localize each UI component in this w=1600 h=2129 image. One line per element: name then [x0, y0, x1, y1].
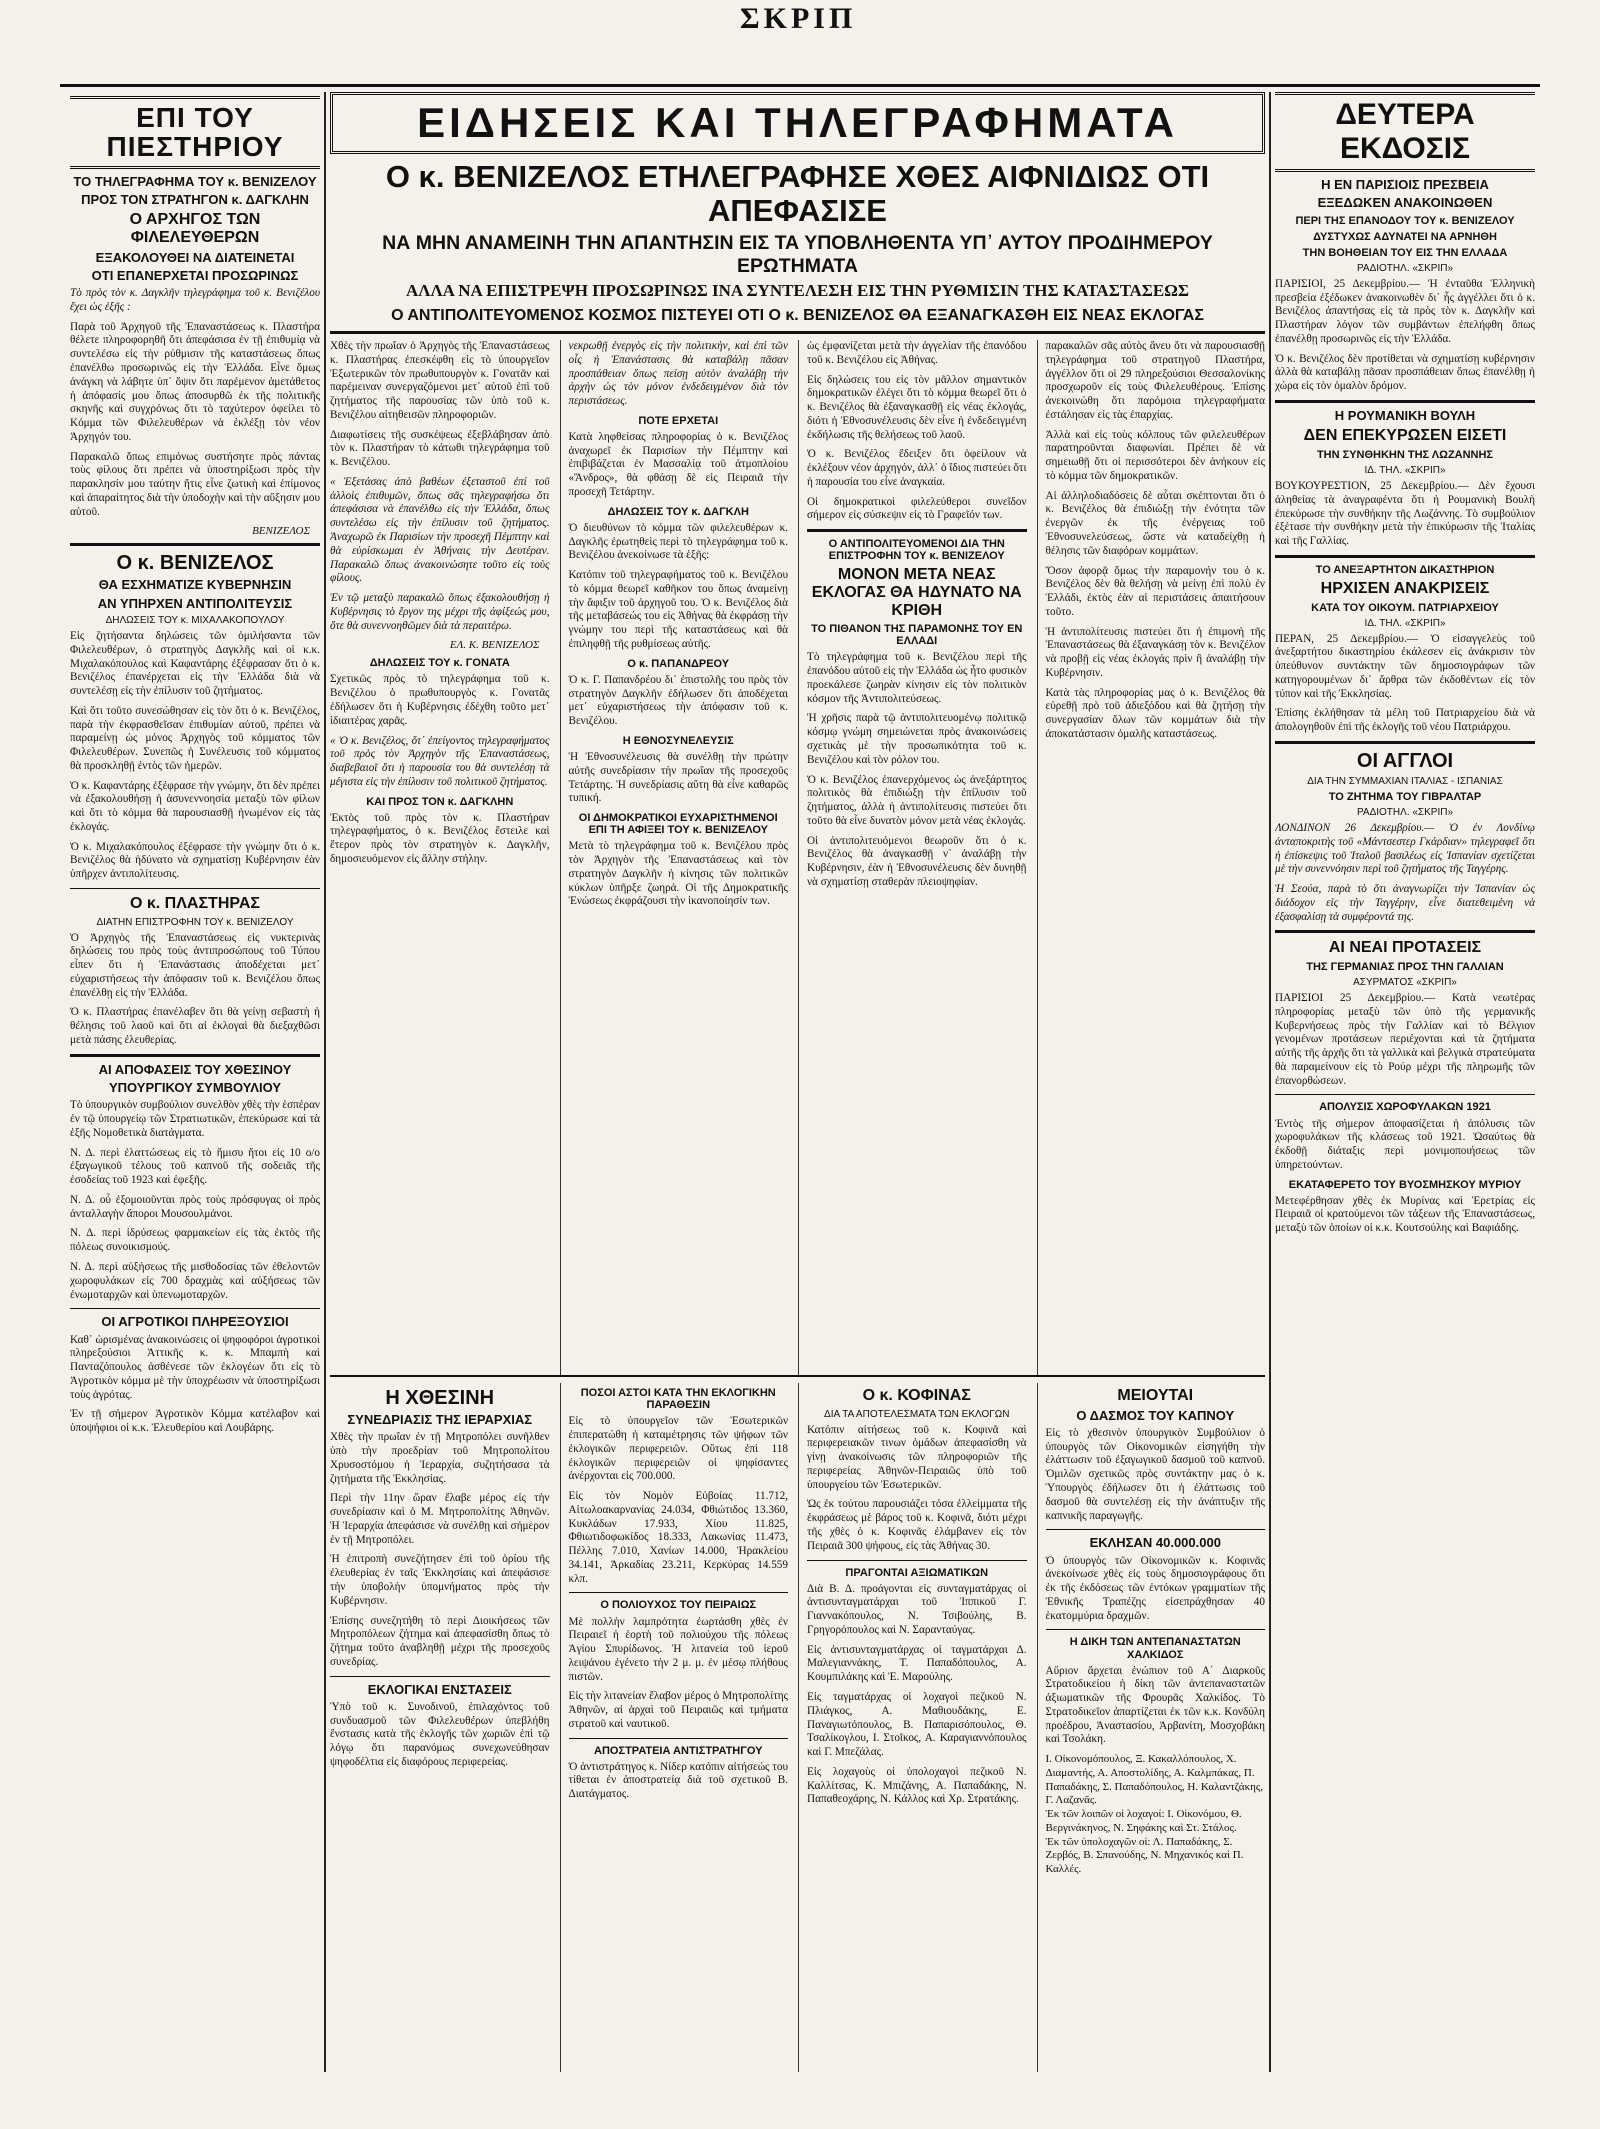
- article-paragraph: Αἱ ἀλληλοδιαδόσεις δὲ αὗται σκέπτονται ὅτι ὁ κ. Βενιζέλος θὰ ἐπιδιώξῃ τὴν ἐνότητα τῶν ἐνεργῶν ἐκ τῆς ἐνέργειας τοῦ Ἐθνοσυνελεύσεως, ὥστε νὰ καταδείχθῃ ἡ θέλησις τῶν διαφόρων κομμάτων.: [1045, 489, 1265, 557]
- article-headline: ΔΥΣΤΥΧΩΣ ΑΔΥΝΑΤΕΙ ΝΑ ΑΡΝΗΘΗ: [1313, 230, 1497, 243]
- main-column: [330, 92, 1265, 2072]
- article-headline: Η ΔΙΚΗ ΤΩΝ ΑΝΤΕΠΑΝΑΣΤΑΤΩΝ ΧΑΛΚΙΔΟΣ: [1069, 1636, 1241, 1661]
- article-signature: ΕΛ. Κ. ΒΕΝΙΖΕΛΟΣ: [449, 639, 540, 652]
- article-subheading: Ο κ. ΠΑΠΑΝΔΡΕΟΥ: [627, 657, 730, 670]
- article-paragraph: ΠΕΡΑΝ, 25 Δεκεμβρίου.— Ὁ εἰσαγγελεὺς τοῦ ἀνεξαρτήτου δικαστηρίου ἐκάλεσεν εἰς ἀνάκρισιν τὸν ὑπεύθυνον συντάκτην τῶν δημοσιογράφων τῶν κατηγορουμένων δι᾽ ἄρθρα τῶν ἐκδοθέντων εἰς τὸν τύπον καὶ τῆς Ἐκκλησίας.: [1275, 632, 1535, 700]
- article-paragraph: « Ἐξετάσας ἀπὸ βαθέων ἐξεταστοῦ ἐπί τοῦ ἀλλοὶς ἐπιθυμῶν, ὅπως σᾶς τηλεγραφήσω ὅτι ἀπεφάσισα νὰ ἐπανέλθω εἰς τὴν Ἑλλάδα, ὅπως συντελέσω εἰς τὴν ἐπίλυσιν τοῦ ζητήματος. Ἀναχωρῶ ἐκ Παρισίων τὴν προσεχῆ Πέμπτην καὶ θὰ εὑρίσκωμαι ἐν Ἀθήναις τὴν Δευτέραν. Παρακαλῶ ὅπως ἀνακοινώσητε τοῦτο εἰς τοὺς φίλους.: [330, 475, 550, 585]
- article-paragraph: Διὰ Β. Δ. προάγονται εἰς συνταγματάρχας οἱ ἀντισυνταγματάρχαι τοῦ Ἱππικοῦ Γ. Γιαννακόπουλος, Ν. Τσιβούλης, Β. Γρηγορόπουλος καὶ Ν. Σαρανταύγας.: [807, 1582, 1027, 1636]
- right-column: [1275, 92, 1535, 2072]
- article-intro: Τὸ πρὸς τὸν κ. Δαγκλῆν τηλεγράφημα τοῦ κ. Βενιζέλου ἔχει ὡς ἑξῆς :: [70, 287, 320, 313]
- divider: [70, 1308, 320, 1309]
- article-headline: ΕΚΛΗΣΑΝ 40.000.000: [1089, 1535, 1221, 1551]
- article-paragraph: Ὁ κ. Πλαστήρας ἐπανέλαβεν ὅτι θὰ γείνῃ σεβαστὴ ἡ θέλησις τοῦ λαοῦ καὶ ὅτι αἱ ἐκλογαὶ θὰ διεξαχθῶσι μετὰ πάσης ἐλευθερίας.: [70, 1006, 320, 1046]
- article-source: ΡΑΔΙΟΤΗΛ. «ΣΚΡΙΠ»: [1356, 807, 1454, 819]
- article-headline: Η ΡΟΥΜΑΝΙΚΗ ΒΟΥΛΗ: [1334, 408, 1476, 423]
- article-headline: ΥΠΟΥΡΓΙΚΟΥ ΣΥΜΒΟΥΛΙΟΥ: [108, 1080, 282, 1096]
- divider: [569, 1738, 789, 1739]
- lower-col-1: [330, 1383, 550, 2072]
- article-subheading: ΔΗΛΩΣΕΙΣ ΤΟΥ κ. ΜΙΧΑΛΑΚΟΠΟΥΛΟΥ: [105, 615, 285, 626]
- article-headline: ΟΤΙ ΕΠΑΝΕΡΧΕΤΑΙ ΠΡΟΣΩΡΙΝΩΣ: [91, 267, 299, 283]
- article-headline: ΗΡΧΙΣΕΝ ΑΝΑΚΡΙΣΕΙΣ: [1320, 579, 1490, 597]
- article-paragraph: ὡς ἐμφανίζεται μετὰ τὴν ἀγγελίαν τῆς ἐπανόδου τοῦ κ. Βενιζέλου εἰς Ἀθήνας.: [807, 340, 1027, 366]
- main-article-columns: [330, 340, 1265, 1375]
- article-paragraph: Ὁ κ. Βενιζέλος ἔδειξεν ὅτι ὀφείλουν νὰ ἐκλέξουν νέον ἀρχηγόν, ἀλλ᾽ ὁ ἴδιος πιστεύει ὅτι ἡ παρουσία του εἶνε ἀναγκαία.: [807, 448, 1027, 488]
- divider: [70, 543, 320, 546]
- article-subheading: ΠΟΤΕ ΕΡΧΕΤΑΙ: [638, 414, 719, 427]
- article-headline: ΟΙ ΑΓΡΟΤΙΚΟΙ ΠΛΗΡΕΞΟΥΣΙΟΙ: [101, 1314, 289, 1330]
- article-headline: Ο ΔΑΣΜΟΣ ΤΟΥ ΚΑΠΝΟΥ: [1076, 1407, 1235, 1423]
- main-headline-3: ΑΛΛΑ ΝΑ ΕΠΙΣΤΡΕΨΗ ΠΡΟΣΩΡΙΝΩΣ ΙΝΑ ΣΥΝΤΕΛΕΣΗ ΕΙΣ ΤΗΝ ΡΥΘΜΙΣΙΝ ΤΗΣ ΚΑΤΑΣΤΑΣΕΩΣ: [406, 281, 1189, 301]
- newspaper-name: ΣΚΡΙΠ: [740, 2, 857, 35]
- article-paragraph: Εἰς τὸν Νομὸν Εὐβοίας 11.712, Αἰτωλοακαρνανίας 24.034, Φθιώτιδος 13.360, Κυκλάδων 17.933, Χίου 11.825, Φθιωτιδοφωκίδος 18.333, Λακωνίας 11.473, Πέλλης 7.010, Χανίων 14.000, Ἡρακλείου 34.141, Ἀρκαδίας 23.211, Κερκύρας 14.559 κλπ.: [568, 1490, 788, 1585]
- column-divider: [324, 92, 326, 2072]
- article-paragraph: Καὶ ὅτι τοῦτο συνεσώθησαν εἰς τὸν ὅτι ὁ κ. Βενιζέλος, παρὰ τὴν ἐκφρασθεῖσαν ἐπιθυμίαν αὐτοῦ, πρέπει νὰ παραμείνῃ ὡς μόνος Ἀρχηγὸς τοῦ κόμματος τῶν Φιλελευθέρων. Συνεπῶς ἡ Συνέλευσις τοῦ κόμματος θὰ προσκληθῇ ἐντὸς τῶν ἡμερῶν.: [70, 704, 320, 772]
- article-headline: ΘΑ ΕΣΧΗΜΑΤΙΖΕ ΚΥΒΕΡΝΗΣΙΝ: [98, 577, 292, 593]
- divider: [1275, 400, 1535, 403]
- divider: [569, 1592, 789, 1593]
- article-paragraph: Κατόπιν τοῦ τηλεγραφήματος τοῦ κ. Βενιζέλου τὸ κόμμα θεωρεῖ καθῆκον του ὅπως ἀναμείνῃ τὴν ἄφιξιν τοῦ ἀρχηγοῦ του. Ὁ κ. Βενιζέλος διὰ τῆς μεταβάσεώς του εἰς Ἀθήνας θὰ ἐκφράσῃ τὴν γνώμην του περὶ τῆς καταστάσεως καὶ θὰ ἐπιληφθῇ τῆς ρυθμίσεως αὐτῆς.: [568, 569, 788, 650]
- article-headline: ΜΟΝΟΝ ΜΕΤΑ ΝΕΑΣ ΕΚΛΟΓΑΣ ΘΑ ΗΔΥΝΑΤΟ ΝΑ ΚΡΙΘΗ: [811, 566, 1022, 619]
- article-paragraph: Ἡ ἀντιπολίτευσις πιστεύει ὅτι ἡ ἐπιμονὴ τῆς Ἐπαναστάσεως θὰ ἐξαναγκάσῃ τὸν κ. Βενιζέλον νὰ προβῇ εἰς νέας ἐκλογάς πρὶν ἢ ἀναλάβῃ τὴν Κυβέρνησιν.: [1045, 625, 1265, 679]
- main-article-col-3: [798, 340, 1027, 1375]
- article-subheading: ΔΙΑ ΤΑ ΑΠΟΤΕΛΕΣΜΑΤΑ ΤΩΝ ΕΚΛΟΓΩΝ: [824, 1408, 1010, 1420]
- article-headline: ΤΟ ΤΗΛΕΓΡΑΦΗΜΑ ΤΟΥ κ. ΒΕΝΙΖΕΛΟΥ: [73, 173, 317, 189]
- article-headline: Η ΧΘΕΣΙΝΗ: [385, 1387, 495, 1410]
- divider: [1275, 930, 1535, 933]
- article-paragraph: Οἱ ἀντιπολιτευόμενοι θεωροῦν ὅτι ὁ κ. Βενιζέλος θὰ ἀναγκασθῇ ν᾽ ἀναλάβῃ τὴν Κυβέρνησιν, ἐὰν ἡ Ἐθνοσυνέλευσις δὲν δυνηθῇ νὰ σχηματίσῃ σταθερὰν πλειοψηφίαν.: [807, 834, 1027, 888]
- article-subheading: ΔΙΑ ΤΗΝ ΣΥΜΜΑΧΙΑΝ ΙΤΑΛΙΑΣ - ΙΣΠΑΝΙΑΣ: [1307, 775, 1503, 787]
- article-subheading: ΤΟ ΠΙΘΑΝΟΝ ΤΗΣ ΠΑΡΑΜΟΝΗΣ ΤΟΥ ΕΝ ΕΛΛΑΔΙ: [811, 623, 1023, 648]
- main-headline-4: Ο ΑΝΤΙΠΟΛΙΤΕΥΟΜΕΝΟΣ ΚΟΣΜΟΣ ΠΙΣΤΕΥΕΙ ΟΤΙ Ο κ. ΒΕΝΙΖΕΛΟΣ ΘΑ ΕΞΑΝΑΓΚΑΣΘΗ ΕΙΣ ΝΕΑΣ ΕΚΛΟΓΑΣ: [391, 307, 1204, 325]
- main-article-col-2: [560, 340, 789, 1375]
- article-paragraph: Ἡ Σεούα, παρὰ τὸ ὅτι ἀναγνωρίζει τὴν Ἰσπανίαν ὡς διάδοχον εἰς τὴν Ταγγέρην, εἶνε διατεθειμένη νὰ ἐξασφαλίσῃ τὰ συμφέροντά της.: [1275, 883, 1535, 923]
- article-headline: ΠΡΑΓΟΝΤΑΙ ΑΞΙΩΜΑΤΙΚΩΝ: [845, 1566, 989, 1579]
- article-paragraph: Σχετικῶς πρὸς τὸ τηλεγράφημα τοῦ κ. Βενιζέλου ὁ πρωθυπουργὸς κ. Γονατᾶς ἐδήλωσεν ὅτι ἡ Κυβέρνησις ἐδέχθη τοῦτο μετ᾽ ἰδιαιτέρας χαρᾶς.: [330, 673, 550, 727]
- article-headline: ΤΟ ΑΝΕΞΑΡΤΗΤΟΝ ΔΙΚΑΣΤΗΡΙΟΝ: [1315, 563, 1495, 576]
- article-headline: ΜΕΙΟΥΤΑΙ: [1117, 1387, 1194, 1405]
- article-headline: ΠΕΡΙ ΤΗΣ ΕΠΑΝΟΔΟΥ ΤΟΥ κ. ΒΕΝΙΖΕΛΟΥ: [1295, 214, 1515, 227]
- article-paragraph: Ὁ διευθύνων τὸ κόμμα τῶν φιλελευθέρων κ. Δαγκλῆς ἐρωτηθεὶς περὶ τὸ τηλεγράφημα τοῦ κ. Βενιζέλου ἀνεκοίνωσε τὰ ἑξῆς:: [568, 521, 788, 562]
- article-paragraph: Τὸ ὑπουργικὸν συμβούλιον συνελθὸν χθὲς τὴν ἑσπέραν ἐν τῷ ὑπουργείῳ τῶν Στρατιωτικῶν, ἐπεκύρωσε καὶ τὰ ἑξῆς Νομοθετικὰ διατάγματα.: [70, 1099, 320, 1139]
- article-paragraph: Ὅσον ἀφορᾷ ὅμως τὴν παραμονήν του ὁ κ. Βενιζέλος δὲν θὰ θελήσῃ νὰ μείνῃ ἐπὶ πολὺ ἐν Ἑλλάδι, ἐκτὸς ἐὰν αἱ περιστάσεις ἀπαιτήσουν τοῦτο.: [1045, 564, 1265, 618]
- article-paragraph: Ἀλλὰ καὶ εἰς τοὺς κόλπους τῶν φιλελευθέρων παρατηροῦνται διαφωνίαι. Πρέπει δὲ νὰ σημειωθῇ ὅτι οἱ περισσότεροι δὲν ἀνήκουν εἰς τὸ κόμμα τῶν δημοκρατικῶν.: [1045, 428, 1265, 482]
- lower-news-columns: [330, 1375, 1265, 2072]
- lower-col-2: [560, 1383, 789, 2072]
- article-paragraph: ΛΟΝΔΙΝΟΝ 26 Δεκεμβρίου.— Ὁ ἐν Λονδίνῳ ἀνταποκριτὴς τοῦ «Μάντσεστερ Γκάρδιαν» τηλεγραφεῖ ὅτι ἡ ἐπίσκεψις τοῦ Ἰταλοῦ βασιλέως εἰς Ἰσπανίαν σχετίζεται μὲ τὴν συνεννόησιν περὶ τοῦ ζητήματος τῆς Ταγγέρης.: [1275, 822, 1535, 876]
- article-paragraph: Εἰς ἀντισυνταγματάρχας οἱ ταγματάρχαι Δ. Μαλεγιαννάκης, Τ. Παπαδόπουλος, Α. Κουμπιλάκης καὶ Ἐ. Μαρούλης.: [807, 1643, 1027, 1684]
- article-headline: ΕΚΛΟΓΙΚΑΙ ΕΝΣΤΑΣΕΙΣ: [367, 1681, 512, 1697]
- article-paragraph: Ν. Δ. οὗ ἐξομοιοῦνται πρὸς τοὺς πρόσφυγας οἱ πρὸς ἀνταλλαγὴν ἄποροι Μουσουλμάνοι.: [70, 1193, 320, 1220]
- article-paragraph: Παρὰ τοῦ Ἀρχηγοῦ τῆς Ἐπαναστάσεως κ. Πλαστήρα θέλετε πληροφορηθῆ ὅτι ἀπεφάσισα ἐν τῇ ἐπιθυμίᾳ νὰ συντελέσω εἰς τὴν ρύθμισιν τῆς καταστάσεως ὅπως ἐπανέλθω προσωρινῶς εἰς τὴν Ἑλλάδα. Εἶνε ὅμως ἀνάγκη νὰ λάβητε ὑπ᾽ ὄψιν ὅτι παρέμενον ἀμετάθετος ἡ ἀπόφασίς μου ὅπως ἀποσυρθῶ ἐκ τῆς πολιτικῆς σκηνῆς καὶ συγχρόνως ὅτι τὸ ταχύτερον ὀφείλει τὸ Κόμμα τῶν Φιλελευθέρων νὰ ἐκλέξῃ τὸν νέον Ἀρχηγόν του.: [70, 320, 320, 443]
- article-paragraph: Ν. Δ. περὶ ἱδρύσεως φαρμακείων εἰς τὰς ἐκτὸς τῆς πόλεως συνοικισμούς.: [70, 1227, 320, 1254]
- article-paragraph: Μετὰ τὸ τηλεγράφημα τοῦ κ. Βενιζέλου πρὸς τὸν Ἀρχηγὸν τῆς Ἐπαναστάσεως καὶ τὸν στρατηγὸν Δαγκλῆν ἡ κίνησις τῶν πολιτικῶν κύκλων ὑπῆρξε ζωηρά. Οἱ τῆς Δημοκρατικῆς Ἑνώσεως ἐκφράζουσι τὴν ἱκανοποίησίν των.: [568, 840, 788, 908]
- list-item: Ἐκ τῶν λοιπῶν οἱ λοχαγοί: Ι. Οἰκονόμου, Θ. Βεργινάκηνος, Ν. Σηφάκης καὶ Στ. Στάλος.: [1045, 1808, 1242, 1834]
- article-source: ΙΔ. ΤΗΛ. «ΣΚΡΙΠ»: [1364, 617, 1446, 629]
- article-headline: ΑΠΟΛΥΣΙΣ ΧΩΡΟΦΥΛΑΚΩΝ 1921: [1319, 1101, 1491, 1114]
- article-headline: ΚΑΤΑ ΤΟΥ ΟΙΚΟΥΜ. ΠΑΤΡΙΑΡΧΕΙΟΥ: [1311, 601, 1499, 614]
- article-paragraph: Ἡ Ἐθνοσυνέλευσις θὰ συνέλθῃ τὴν πρώτην αὐτῆς συνεδρίασιν τὴν πρωΐαν τῆς προσεχοῦς Τετάρτης. Ἡ συνεδρίασις αὕτη θὰ εἶνε καθαρῶς τυπική.: [568, 751, 788, 805]
- article-headline: Ο ΠΟΛΙΟΥΧΟΣ ΤΟΥ ΠΕΙΡΑΙΩΣ: [600, 1599, 757, 1612]
- article-paragraph: Ὁ κ. Μιχαλακόπουλος ἐξέφρασε τὴν γνώμην ὅτι ὁ κ. Βενιζέλος θὰ ἠδύνατο νὰ σχηματίσῃ Κυβέρνησιν ἐὰν ὑπῆρχεν ἀντιπολίτευσις.: [70, 840, 320, 881]
- article-paragraph: Κατὰ τὰς πληροφορίας μας ὁ κ. Βενιζέλος θὰ εὑρεθῇ πρὸ τοῦ ἀδιεξόδου καὶ θὰ ζητήσῃ τὴν συνεργασίαν ὅλων τῶν κομμάτων διὰ τὴν ἀποκατάστασιν ὁμαλῆς καταστάσεως.: [1045, 686, 1265, 740]
- divider: [1275, 1094, 1535, 1095]
- article-paragraph: Ἐκτὸς τοῦ πρὸς τὸν κ. Πλαστήραν τηλεγραφήματος, ὁ κ. Βενιζέλος ἔστειλε καὶ ἕτερον πρὸς τὸν στρατηγὸν κ. Δαγκλῆν, δημοσιευόμενον εἰς ἄλλην στήλην.: [330, 811, 550, 865]
- masthead-rule: [60, 84, 1540, 87]
- article-headline: Η ΕΝ ΠΑΡΙΣΙΟΙΣ ΠΡΕΣΒΕΙΑ: [1321, 177, 1489, 192]
- article-subheading: ΟΙ ΔΗΜΟΚΡΑΤΙΚΟΙ ΕΥΧΑΡΙΣΤΗΜΕΝΟΙ ΕΠΙ ΤΗ ΑΦΙΞΕΙ ΤΟΥ κ. ΒΕΝΙΖΕΛΟΥ: [578, 812, 778, 837]
- divider: [807, 529, 1027, 532]
- article-headline: ΠΟΣΟΙ ΑΣΤΟΙ ΚΑΤΑ ΤΗΝ ΕΚΛΟΓΙΚΗΝ ΠΑΡΑΘΕΣΙΝ: [580, 1387, 776, 1412]
- article-paragraph: Εἰς ζητήσαντα δηλώσεις τῶν ὁμιλήσαντα τῶν Φιλελευθέρων, ὁ στρατηγὸς Δαγκλῆς καὶ οἱ κ.κ. Μιχαλακόπουλος καὶ Καφαντάρης ἐξέφρασαν ὅτι ὁ κ. Βενιζέλος ἐπανέρχεται εἰς τὴν Ἑλλάδα διὰ νὰ συντελέσῃ εἰς τὴν ἐπίλυσιν τοῦ ζητήματος.: [70, 630, 320, 698]
- article-subheading: ΚΑΙ ΠΡΟΣ ΤΟΝ κ. ΔΑΓΚΛΗΝ: [366, 795, 514, 808]
- article-paragraph: Μετεφέρθησαν χθὲς ἐκ Μυρίνας καὶ Ἐρετρίας εἰς Πειραιᾶ οἱ κρατούμενοι τῶν τάξεων τῆς Ἐπαναστάσεως, μεταξὺ τῶν ὁποίων οἱ κ.κ. Κουτσούλης καὶ Βαφιάδης.: [1275, 1194, 1535, 1235]
- article-headline: ΑΙ ΝΕΑΙ ΠΡΟΤΑΣΕΙΣ: [1328, 939, 1482, 957]
- article-headline: ΣΥΝΕΔΡΙΑΣΙΣ ΤΗΣ ΙΕΡΑΡΧΙΑΣ: [347, 1412, 533, 1428]
- lower-col-3: [798, 1383, 1027, 2072]
- article-headline: ΑΠΟΣΤΡΑΤΕΙΑ ΑΝΤΙΣΤΡΑΤΗΓΟΥ: [594, 1744, 763, 1757]
- article-headline: ΕΚΑΤΑΦΕΡΕΤΟ ΤΟΥ ΒΥΟΣΜΗΣΚΟΥ ΜΥΡΙΟΥ: [1288, 1178, 1522, 1191]
- article-paragraph: παρακαλῶν σᾶς αὐτὸς ἄνευ ὅτι νὰ παρουσιασθῇ τηλεγράφημα τοῦ στρατηγοῦ Πλαστήρα, ἀγγέλλον ὅτι οἱ 29 πληρεξούσιοι Θεσσαλονίκης προσχωροῦν εἰς τοὺς Φιλελευθέρους. Ἐπίσης ἀνεκοινώθη ὅτι παρόμοια τηλεγραφήματα ἐστάλησαν εἰς τὰς ἐπαρχίας.: [1045, 340, 1265, 421]
- column-divider: [1269, 92, 1271, 2072]
- article-paragraph: Εἰς τὴν λιτανείαν ἔλαβον μέρος ὁ Μητροπολίτης Ἀθηνῶν, αἱ ἀρχαὶ τοῦ Πειραιῶς καὶ τμήματα στρατοῦ καὶ ναυτικοῦ.: [568, 1690, 788, 1730]
- main-headline-2: ΝΑ ΜΗΝ ΑΝΑΜΕΙΝΗ ΤΗΝ ΑΠΑΝΤΗΣΙΝ ΕΙΣ ΤΑ ΥΠΟΒΛΗΘΕΝΤΑ ΥΠ᾽ ΑΥΤΟΥ ΠΡΟΔΙΗΜΕΡΟΥ ΕΡΩΤΗΜΑΤΑ: [382, 232, 1213, 277]
- article-headline: ΤΗΣ ΓΕΡΜΑΝΙΑΣ ΠΡΟΣ ΤΗΝ ΓΑΛΛΙΑΝ: [1306, 961, 1504, 973]
- article-paragraph: Εἰς δηλώσεις του εἰς τὸν μᾶλλον σημαντικὸν δημοκρατικῶν ἐλέγει ὅτι τὸ κόμμα θεωρεῖ ὅτι ὁ κ. Βενιζέλος θὰ ἐξαναγκασθῇ εἰς νέας ἐκλογάς, διότι ἡ Ἐθνοσυνέλευσις δὲν εἶνε ἡ ἐνδεδειγμένη ἐκδήλωσις τῆς θελήσεως τοῦ λαοῦ.: [807, 373, 1027, 441]
- article-subheading: ΔΙΑΤΗΝ ΕΠΙΣΤΡΟΦΗΝ ΤΟΥ κ. ΒΕΝΙΖΕΛΟΥ: [96, 916, 294, 928]
- article-source: ΑΣΥΡΜΑΤΟΣ «ΣΚΡΙΠ»: [1353, 977, 1457, 989]
- article-paragraph: Ἐν τῷ μεταξὺ παρακαλῶ ὅπως ἐξακολουθήσῃ ἡ Κυβέρνησις τὸ ἔργον της μέχρι τῆς ἀφίξεώς μου, ὅτε θὰ συνεννοηθῶμεν διὰ τὰ περαιτέρω.: [330, 592, 550, 632]
- main-banner-title: ΕΙΔΗΣΕΙΣ ΚΑΙ ΤΗΛΕΓΡΑΦΗΜΑΤΑ: [417, 99, 1178, 146]
- article-paragraph: Ὁ κ. Γ. Παπανδρέου δι᾽ ἐπιστολῆς του πρὸς τὸν στρατηγὸν Δαγκλῆν ἐδήλωσεν ὅτι ἀποδέχεται μετ᾽ εὐχαριστήσεως τὴν ἀπόφασιν τοῦ κ. Βενιζέλου.: [568, 673, 788, 728]
- article-paragraph: Ἐπίσης ἐκλήθησαν τὰ μέλη τοῦ Πατριαρχείου διὰ νὰ ἀπολογηθοῦν ἐπὶ τῆς ἐκλογῆς τοῦ νέου Πατριάρχου.: [1275, 707, 1535, 734]
- article-paragraph: Αὔριον ἄρχεται ἐνώπιον τοῦ Α΄ Διαρκοῦς Στρατοδικείου ἡ δίκη τῶν ἀντεπαναστατῶν ἀξιωματικῶν τῆς Φρουρᾶς Χαλκίδος. Τὸ Στρατοδικεῖον ἀπαρτίζεται ἐκ τῶν κ.κ. Κονδύλη προέδρου, Ἀναστασίου, Ἀρβανίτη, Μοσχοβάκη καὶ Τσολάκη.: [1045, 1664, 1265, 1746]
- article-paragraph: Διαφωτίσεις τῆς συσκέψεως ἐξεβλάβησαν ἀπὸ τὸν κ. Πλαστήραν τὸ κάτωθι τηλεγράφημα τοῦ κ. Βενιζέλου.: [330, 428, 550, 469]
- left-section-banner: ΕΠΙ ΤΟΥ ΠΙΕΣΤΗΡΙΟΥ: [70, 96, 320, 169]
- article-paragraph: Ὁ Ἀρχηγὸς τῆς Ἐπαναστάσεως εἰς νυκτερινὰς δηλώσεις του πρὸς τοὺς ἀντιπροσώπους τοῦ Τύπου εἶπεν ὅτι ἡ Ἐπανάστασις ἀποδέχεται μετ᾽ εὐχαριστήσεως τὴν ἀπόφασιν τοῦ κ. Βενιζέλου ὅπως ἐπανέλθῃ εἰς τὴν Ἑλλάδα.: [70, 931, 320, 999]
- article-paragraph: Ἐπίσης συνεζητήθη τὸ περὶ Διοικήσεως τῶν Μητροπόλεων ζήτημα καὶ ἀπεφασίσθη ὅπως τὸ ζήτημα τοῦτο ἀναβληθῇ μέχρι τῆς προσεχοῦς συνεδρίας.: [330, 1614, 550, 1668]
- article-headline: Ο κ. ΠΛΑΣΤΗΡΑΣ: [129, 895, 261, 913]
- article-paragraph: Οἱ δημοκρατικοὶ φιλελεύθεροι συνεῖδον σήμερον εἰς σύσκεψιν εἰς τὸ Γραφεῖόν των.: [807, 495, 1027, 522]
- article-paragraph: Κατόπιν αἰτήσεως τοῦ κ. Κοφινᾶ καὶ περιφερειακῶν τινων ὁμάδων ἀπεφασίσθη νὰ γίνῃ ἀνακοίνωσις τῶν πληροφοριῶν τῆς περιφερείας Ἀθηνῶν-Πειραιῶς ὑπὸ τοῦ ὑπουργείου τῶν Ἐσωτερικῶν.: [807, 1423, 1027, 1491]
- lower-col-4: [1037, 1383, 1266, 2072]
- article-subheading: Η ΕΘΝΟΣΥΝΕΛΕΥΣΙΣ: [622, 734, 734, 747]
- article-paragraph: Χθὲς τὴν πρωΐαν ἐν τῇ Μητροπόλει συνῆλθεν ὑπὸ τὴν προεδρίαν τοῦ Μητροπολίτου Χρυσοστόμου ἡ Ἱεραρχία, συζητήσασα τὰ ζητήματα τῆς Ἐκκλησίας.: [330, 1431, 550, 1485]
- article-paragraph: Μὲ πολλὴν λαμπρότητα ἐωρτάσθη χθὲς ἐν Πειραιεῖ ἡ ἑορτὴ τοῦ πολιούχου τῆς πόλεως Ἁγίου Σπυρίδωνος. Ἡ λιτανεία τοῦ ἱεροῦ λειψάνου ἐγένετο τὴν 2 μ. μ. ἐν μέσῳ πλήθους πιστῶν.: [568, 1615, 788, 1683]
- divider: [70, 888, 320, 889]
- article-headline: ΕΞΑΚΟΛΟΥΘΕΙ ΝΑ ΔΙΑΤΕΙΝΕΤΑΙ: [95, 249, 295, 265]
- article-paragraph: Ν. Δ. περὶ αὐξήσεως τῆς μισθοδοσίας τῶν ἐθελοντῶν χωροφυλάκων εἰς 700 δραχμὰς καὶ αὐξήσεως τῶν ἐνωμοταρχῶν καὶ ὑπενωμοταρχῶν.: [70, 1260, 320, 1301]
- main-section-banner: [330, 92, 1265, 154]
- article-paragraph: Ἐν τῇ σήμερον Ἀγροτικὸν Κόμμα κατέλαβον καὶ ὑποψήφιοι οἱ κ.κ. Ἐλευθερίου καὶ Λουβάρης.: [70, 1408, 320, 1435]
- article-paragraph: Ὑπὸ τοῦ κ. Συνοδινοῦ, ἐπιλαχόντος τοῦ συνδυασμοῦ τῶν Φιλελευθέρων ὑπεβλήθη ἔνστασις κατὰ τῆς ἐκλογῆς τῶν χωριῶν ἐπὶ τῷ λόγῳ ὅτι παρανόμως συνεχωνεύθησαν ψηφοδέλτια εἰς διαφόρους περιφερείας.: [330, 1700, 550, 1768]
- article-paragraph: Περὶ τὴν 11ην ὥραν ἔλαβε μέρος εἰς τὴν συνεδρίασιν καὶ ὁ Μ. Μητροπολίτης Ἀθηνῶν. Ἡ Ἱεραρχία ἀπεφάσισε νὰ συνέλθῃ καὶ σήμερον ἐν τῇ Μητροπόλει.: [330, 1492, 550, 1546]
- article-headline: Ο κ. ΒΕΝΙΖΕΛΟΣ: [116, 552, 274, 575]
- article-paragraph: Ἡ ἐπιτροπὴ συνεζήτησεν ἐπὶ τοῦ ὁρίου τῆς ἐλευθερίας ἐν ταῖς Ἐκκλησίαις καὶ ἀπεφάσισε τὴν ὑποβολὴν ὑπομνήματος πρὸς τὴν Κυβέρνησιν.: [330, 1553, 550, 1607]
- list-item: Ἐκ τῶν ὑπολοχαγῶν οἱ: Λ. Παπαδάκης, Σ. Ζερβός, Β. Σπανούδης, Ν. Μηχανικός καὶ Π. Καλλές.: [1045, 1835, 1244, 1876]
- article-paragraph: ΒΟΥΚΟΥΡΕΣΤΙΟΝ, 25 Δεκεμβρίου.— Δὲν ἔχουσι ἀληθείας τὰ ἀναγραφέντα ὅτι ἡ Ρουμανικὴ Βουλὴ ἐπεκύρωσε τὴν συνθήκην τῆς Λωζάννης. Τὸ συμβούλιον ἐξέτασε τὴν συνθήκην μετὰ τὴν ἐπικύρωσιν τῆς Ἰταλίας καὶ τῆς Γαλλίας.: [1275, 479, 1535, 548]
- article-paragraph: « Ὁ κ. Βενιζέλος, ὅτ᾽ ἐπείγοντος τηλεγραφήματος τοῦ πρὸς τὸν Ἀρχηγὸν τῆς Ἐπαναστάσεως, διαβεβαιοῖ ὅτι ἡ παρουσία του θὰ συντελέσῃ τὰ μέγιστα εἰς τὴν ἐπίλυσιν τοῦ πολιτικοῦ ζητήματος.: [330, 734, 550, 788]
- article-paragraph: Ὁ κ. Βενιζέλος ἐπανερχόμενος ὡς ἀνεξάρτητος πολιτικὸς θὰ ἐπιδιώξῃ τὴν ἐπίλυσιν τοῦ ζητήματος, ἀλλὰ ἡ ἀντιπολίτευσις πιστεύει ὅτι τοῦτο θὰ εἶνε δυνατὸν μόνον μετὰ νέας ἐκλογάς.: [807, 773, 1027, 827]
- article-headline: Ο κ. ΚΟΦΙΝΑΣ: [862, 1387, 971, 1405]
- article-subheading: ΔΗΛΩΣΕΙΣ ΤΟΥ κ. ΓΟΝΑΤΑ: [369, 657, 510, 670]
- article-source: ΡΑΔΙΟΤΗΛ. «ΣΚΡΙΠ»: [1356, 262, 1454, 274]
- divider: [807, 1560, 1027, 1561]
- left-column: [70, 92, 320, 2072]
- article-headline: Ο ΑΡΧΗΓΟΣ ΤΩΝ ΦΙΛΕΛΕΥΘΕΡΩΝ: [129, 211, 261, 246]
- article-paragraph: Ὡς ἐκ τούτου παρουσιάζει τόσα ἐλλείμματα τῆς ἐκφράσεως μὲ βάρος τοῦ κ. Κοφινᾶ, διότι μέχρι τῆς χθὲς ὁ κ. Κοφινᾶς ἐλάμβανεν εἰς τὸν Πειραιᾶ 300 ψήφους, εἰς τὰς Ἀθήνας 30.: [807, 1498, 1027, 1552]
- divider: [1046, 1529, 1266, 1530]
- article-paragraph: Εἰς λοχαγοὺς οἱ ὑπολοχαγοὶ πεζικοῦ Ν. Καλλίτσας, Κ. Μπιζάνης, Α. Παπαδάκης, Ν. Παπαθεοχάρης, Ν. Κάλλος καὶ Χρ. Στρατάκης.: [807, 1765, 1027, 1806]
- article-paragraph: Κατὰ ληφθείσας πληροφορίας ὁ κ. Βενιζέλος ἀναχωρεῖ ἐκ Παρισίων τὴν Πέμπτην καὶ ἐπιβιβάζεται ἐν Μασσαλίᾳ τοῦ ἀτμοπλοίου «Ἄνδρος», θὰ φθάσῃ δὲ εἰς Πειραιᾶ τὴν προσεχῆ Τετάρτην.: [568, 430, 788, 499]
- main-article-col-4: [1037, 340, 1266, 1375]
- article-headline: ΤΗΝ ΣΥΝΘΗΚΗΝ ΤΗΣ ΛΩΖΑΝΝΗΣ: [1316, 448, 1494, 461]
- article-subheading: Ο ΑΝΤΙΠΟΛΙΤΕΥΟΜΕΝΟΙ ΔΙΑ ΤΗΝ ΕΠΙΣΤΡΟΦΗΝ ΤΟΥ κ. ΒΕΝΙΖΕΛΟΥ: [828, 538, 1005, 563]
- article-headline: ΤΗΝ ΒΟΗΘΕΙΑΝ ΤΟΥ ΕΙΣ ΤΗΝ ΕΛΛΑΔΑ: [1302, 246, 1508, 259]
- article-paragraph: νεκρωθῇ ἐνεργὸς εἰς τὴν πολιτικὴν, καὶ ἐπὶ τῶν οἷς ἡ Ἐπανάστασις θὰ καταβάλῃ πᾶσαν προσπάθειαν ὅπως πείσῃ αὐτὸν ἀναλάβῃ τὴν ἀρχὴν ὡς τὸν μόνον ἐνδεδειγμένον διὰ τὸν περιστάσεως.: [568, 340, 788, 408]
- divider: [330, 1676, 550, 1677]
- article-paragraph: Χθὲς τὴν πρωΐαν ὁ Ἀρχηγὸς τῆς Ἐπαναστάσεως κ. Πλαστήρας ἐπεσκέφθη εἰς τὸ ὑπουργεῖον Ἐξωτερικῶν τὸν πρωθυπουργὸν κ. Γονατᾶν καὶ παρέμειναν συνεργαζόμενοι μετ᾽ αὐτοῦ ἐπὶ τοῦ ζητήματος τῆς παρουσίας τῶν ὑπὸ τοῦ κ. Βενιζέλου αἰτηθεισῶν πληροφοριῶν.: [330, 340, 550, 421]
- article-paragraph: Ὁ κ. Καφαντάρης ἐξέφρασε τὴν γνώμην, ὅτι δὲν πρέπει νὰ ἐξακολουθήσῃ ἡ ἀσυνεννοησία μεταξὺ τῶν φίλων καὶ ὅτι τὸ κόμμα θὰ παρουσιασθῇ ἡνωμένον εἰς τὰς ἐκλογάς.: [70, 779, 320, 833]
- article-paragraph: Καθ᾽ ὡρισμένας ἀνακοινώσεις οἱ ψηφοφόροι ἀγροτικοὶ πληρεξούσιοι Ἀττικῆς κ. κ. Μπαμπὴ καὶ Πανταζόπουλος ἀσθένεσε τῶν ἐκλογέων ὅτι εἰς τὸ Ἀγροτικὸν κόμμα μὲ τὴν ὑποχρέωσιν νὰ ὑποστηρίξωσι τοὺς ἀγρότας.: [70, 1333, 320, 1401]
- article-signature: ΒΕΝΙΖΕΛΟΣ: [252, 525, 310, 538]
- article-paragraph: Ἡ χρῆσις παρὰ τῷ ἀντιπολιτευομένῳ πολιτικῷ κόσμῳ γνώμη σημειώνεται πρὸς ἀνακοινώσεις σχετικὰς μὲ τὴν προσωπικότητα τοῦ κ. Βενιζέλου καὶ τὸν ρόλον του.: [807, 712, 1027, 766]
- article-source: ΙΔ. ΤΗΛ. «ΣΚΡΙΠ»: [1364, 464, 1446, 476]
- divider: [1275, 555, 1535, 558]
- article-paragraph: Παρακαλῶ ὅπως επιμόνως συστήσητε πρὸς πάντας τοὺς φίλους ὅτι πρέπει νὰ ὑποστηρίξωσι πρὸς τὴν παρακλησίν μου ταύτην ἥτις εἶνε ζωτικὴ καὶ ἐπίμονος καὶ ἀπαραίτητος διὰ τὴν ὑποδοχὴν καὶ τὴν αὔξησιν μου αὐτοῦ.: [70, 450, 320, 518]
- article-paragraph: ΠΑΡΙΣΙΟΙ, 25 Δεκεμβρίου.— Ἡ ἐνταῦθα Ἑλληνικὴ πρεσβεία ἐξέδωκεν ἀνακοινωθὲν δι᾽ ἧς ἀγγέλλει ὅτι ὁ κ. Βενιζέλος ἀπαντήσας εἰς τὰ πρὸς τὸν κ. Δαγκλῆν καὶ Πλαστήραν λόγον τῶν συμβάντων ἐπελήφθη ὅπως ἐπανέλθῃ προσωρινῶς εἰς τὴν Ἑλλάδα.: [1275, 277, 1535, 345]
- article-paragraph: Ὁ ὑπουργὸς τῶν Οἰκονομικῶν κ. Κοφινᾶς ἀνεκοίνωσε χθὲς εἰς τοὺς δημοσιογράφους ὅτι ἐκ τῆς ἐκδόσεως τῶν ἐντόκων γραμματίων τῆς Ἐθνικῆς Τραπέζης εἰσεπράχθησαν 40 ἑκατομμύρια δραχμῶν.: [1045, 1554, 1265, 1622]
- article-headline: ΠΡΟΣ ΤΟΝ ΣΤΡΑΤΗΓΟΝ κ. ΔΑΓΚΛΗΝ: [81, 192, 309, 208]
- right-section-banner: ΔΕΥΤΕΡΑ ΕΚΔΟΣΙΣ: [1275, 92, 1535, 172]
- article-paragraph: Εἰς ταγματάρχας οἱ λοχαγοὶ πεζικοῦ Ν. Πλιάγκος, Α. Μαθιουδάκης, Ε. Παναγιωτόπουλος, Β. Παπαρισόπουλος, Θ. Τσαλίκογλου, Ι. Στοῖκος, Α. Καραγιαννόπουλος καὶ Γ. Μπεζάλας.: [807, 1690, 1027, 1759]
- article-paragraph: Ν. Δ. περὶ ἐλαττώσεως εἰς τὸ ἥμισυ ἤτοι εἰς 10 ο/ο ἐξαγωγικοῦ τέλους τοῦ καπνοῦ τῆς σοδειᾶς τῆς ἐσοδείας τοῦ 1923 καὶ ἐφεξῆς.: [70, 1146, 320, 1187]
- article-headline: ΑΙ ΑΠΟΦΑΣΕΙΣ ΤΟΥ ΧΘΕΣΙΝΟΥ: [98, 1061, 292, 1077]
- main-headline: Ο κ. ΒΕΝΙΖΕΛΟΣ ΕΤΗΛΕΓΡΑΦΗΣΕ ΧΘΕΣ ΑΙΦΝΙΔΙΩΣ ΟΤΙ ΑΠΕΦΑΣΙΣΕ: [385, 159, 1210, 229]
- article-subheading: ΔΗΛΩΣΕΙΣ ΤΟΥ κ. ΔΑΓΚΛΗ: [607, 505, 749, 518]
- masthead: [0, 0, 1600, 86]
- main-article-col-1: [330, 340, 550, 1375]
- article-paragraph: Εἰς τὸ ὑπουργεῖον τῶν Ἐσωτερικῶν ἐπιπερατώθη ἡ καταμέτρησις τῶν ψήφων τῶν ἐκλογικῶν περιφερειῶν. Οὕτως ἐπὶ 118 ἐκλογικῶν περιφερειῶν οἱ ψηφίσαντες ἀνέρχονται εἰς 700.000.: [568, 1415, 788, 1483]
- article-paragraph: Ὁ κ. Βενιζέλος δὲν προτίθεται νὰ σχηματίσῃ κυβέρνησιν ἀλλὰ θὰ καταβάλῃ πᾶσαν προσπάθειαν ὅπως ἐπανέλθῃ ἡ χώρα εἰς τὸν ὁμαλὸν δρόμον.: [1275, 352, 1535, 393]
- divider: [1275, 741, 1535, 744]
- article-headline: ΤΟ ΖΗΤΗΜΑ ΤΟΥ ΓΙΒΡΑΛΤΑΡ: [1328, 790, 1482, 803]
- article-paragraph: Εἰς τὸ χθεσινὸν ὑπουργικὸν Συμβούλιον ὁ ὑπουργὸς τῶν Οἰκονομικῶν εἰσηγήθη τὴν ἐλάττωσιν τοῦ ἐξαγωγικοῦ δασμοῦ τοῦ καπνοῦ. Ὁμιλῶν σχετικῶς πρὸς συντάκτην μας ὁ κ. Ὑπουργὸς ἐδήλωσεν ὅτι ἡ ἐλάττωσις τοῦ δασμοῦ θὰ συντελέσῃ εἰς τὴν ἀνάπτυξιν τῆς καπνικῆς παραγωγῆς.: [1045, 1426, 1265, 1522]
- article-headline: ΟΙ ΑΓΓΛΟΙ: [1356, 749, 1454, 772]
- article-headline: ΕΞΕΔΩΚΕΝ ΑΝΑΚΟΙΝΩΘΕΝ: [1317, 195, 1493, 211]
- divider: [70, 1054, 320, 1057]
- list-item: Ι. Οἰκονομόπουλος, Ξ. Κακαλλόπουλος, Χ. Διαμαντής, Α. Αποστολίδης, Α. Καλμπάκας, Π. Παπαδάκης, Σ. Παπαδόπουλος, Η. Καλαντζάκης, Γ. Λαζανᾶς.: [1045, 1753, 1263, 1807]
- divider: [1046, 1629, 1266, 1630]
- article-headline: ΔΕΝ ΕΠΕΚΥΡΩΣΕΝ ΕΙΣΕΤΙ: [1303, 427, 1507, 445]
- article-paragraph: Τὸ τηλεγράφημα τοῦ κ. Βενιζέλου περὶ τῆς ἐπανόδου αὐτοῦ εἰς τὴν Ἑλλάδα ὡς ἦτο φυσικὸν προεκάλεσε ζωηρὰν κίνησιν εἰς τὸν πολιτικὸν κόσμον τῆς Ἀντιπολιτεύσεως.: [807, 651, 1027, 705]
- article-paragraph: Ἐντὸς τῆς σήμερον ἀποφασίζεται ἡ ἀπόλυσις τῶν χωροφυλάκων τῆς κλάσεως τοῦ 1921. Ὡσαύτως θὰ ἐκδοθῇ διάταξις περὶ μονιμοποιήσεως τῶν ὑπηρετούντων.: [1275, 1117, 1535, 1171]
- article-paragraph: Ὁ ἀντιστράτηγος κ. Νίδερ κατόπιν αἰτήσεώς του τίθεται ἐν ἀποστρατείᾳ διὰ τοῦ σχετικοῦ Β. Διατάγματος.: [568, 1760, 788, 1801]
- article-paragraph: ΠΑΡΙΣΙΟΙ 25 Δεκεμβρίου.— Κατὰ νεωτέρας πληροφορίας μεταξὺ τῶν ὑπὸ τῆς γερμανικῆς Κυβερνήσεως πρὸς τὴν Γαλλίαν καὶ τὸ Βέλγιον γενομένων προτάσεων περιέχονται καὶ τὰ ζητήματα αὐτῆς τῆς ἀρχῆς ὅτι τὰ γαλλικὰ καὶ βελγικὰ στρατεύματα θὰ παραμείνουν εἰς τὸ Ρούρ μέχρι τῆς πληρωμῆς τῶν ἐπανορθώσεων.: [1275, 992, 1535, 1087]
- article-headline: ΑΝ ΥΠΗΡΧΕΝ ΑΝΤΙΠΟΛΙΤΕΥΣΙΣ: [97, 595, 293, 611]
- divider: [330, 331, 1265, 334]
